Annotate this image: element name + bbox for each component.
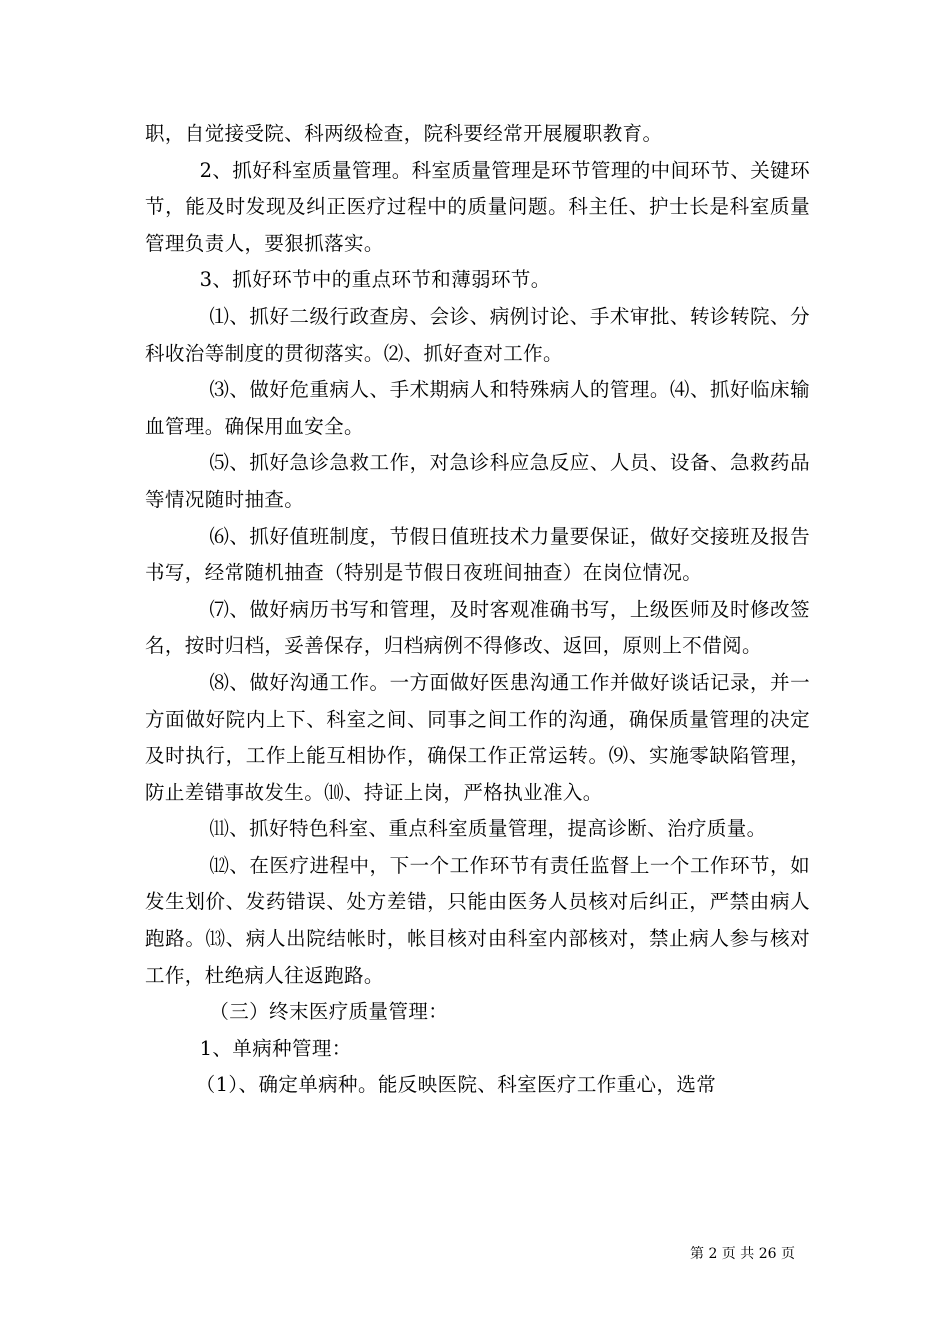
paragraph-item-12-13: ⑿、在医疗进程中，下一个工作环节有责任监督上一个工作环节，如发生划价、发药错误、处方差错，只能由医务人员核对后纠正，严禁由病人跑路。⒀、病人出院结帐时，帐目核对由科室内部核对，禁止病人参与核对工作，杜绝病人往返跑路。	[145, 853, 810, 987]
paragraph-continuation: 职，自觉接受院、科两级检查，院科要经常开展履职教育。	[145, 122, 663, 145]
paragraph-section-2: 2、抓好科室质量管理。科室质量管理是环节管理的中间环节、关键环节，能及时发现及纠正医疗过程中的质量问题。科主任、护士长是科室质量管理负责人，要狠抓落实。	[145, 158, 810, 255]
paragraph-section-3: 3、抓好环节中的重点环节和薄弱环节。	[199, 268, 551, 292]
heading-single-disease: 1、单病种管理：	[199, 1036, 352, 1060]
paragraph-item-11: ⑾、抓好特色科室、重点科室质量管理，提高诊断、治疗质量。	[209, 817, 767, 841]
paragraph-item-8-10: ⑻、做好沟通工作。一方面做好医患沟通工作并做好谈话记录，并一方面做好院内上下、科室之间、同事之间工作的沟通，确保质量管理的决定及时执行，工作上能互相协作，确保工作正常运转。⑼、实施零缺陷管理，防止差错事故发生。⑽、持证上岗，严格执业准入。	[145, 670, 810, 804]
heading-terminal-quality: （三）终末医疗质量管理：	[209, 1000, 449, 1024]
body-text	[145, 116, 810, 1104]
paragraph-item-5: ⑸、抓好急诊急救工作，对急诊科应急反应、人员、设备、急救药品等情况随时抽查。	[145, 451, 810, 511]
paragraph-item-3-4: ⑶、做好危重病人、手术期病人和特殊病人的管理。⑷、抓好临床输血管理。确保用血安全。	[145, 378, 810, 438]
page-number-footer: 第 2 页 共 26 页	[690, 1246, 795, 1262]
paragraph-item-7: ⑺、做好病历书写和管理，及时客观准确书写，上级医师及时修改签名，按时归档，妥善保存，归档病例不得修改、返回，原则上不借阅。	[145, 597, 810, 658]
paragraph-item-1-2: ⑴、抓好二级行政查房、会诊、病例讨论、手术审批、转诊转院、分科收治等制度的贯彻落实。⑵、抓好查对工作。	[145, 304, 810, 365]
paragraph-item-6: ⑹、抓好值班制度，节假日值班技术力量要保证，做好交接班及报告书写，经常随机抽查（特别是节假日夜班间抽查）在岗位情况。	[145, 524, 810, 585]
paragraph-single-disease-1: （1）、确定单病种。能反映医院、科室医疗工作重心，选常	[195, 1073, 717, 1097]
